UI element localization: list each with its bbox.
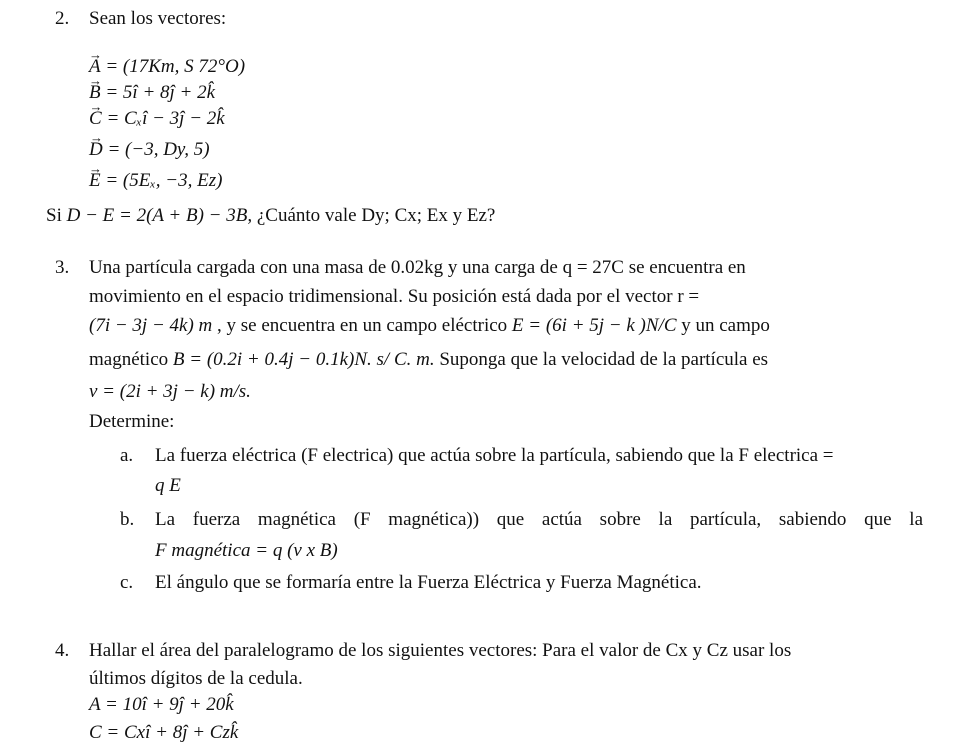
vector-d-definition: → D = (−3, Dy, 5) [89, 139, 210, 161]
item-c-label: c. [120, 572, 134, 593]
vector-c-symbol: → C [89, 108, 102, 130]
vector-e-definition: → E = (5Eₓ, −3, Ez) [89, 170, 222, 192]
item-a-line-2: q E [155, 475, 181, 496]
problem-4-vector-a: A = 10î + 9ĵ + 20k̂ [89, 694, 234, 715]
problem-2-intro: Sean los vectores: [89, 8, 227, 29]
item-a-line-1: La fuerza eléctrica (F electrica) que actúa sobre la partícula, sabiendo que la F electrica = [155, 445, 834, 466]
problem-4-number: 4. [55, 640, 70, 661]
item-a-label: a. [120, 445, 134, 466]
problem-2-number: 2. [55, 8, 70, 29]
item-b-line-1: La fuerza magnética (F magnética)) que actúa sobre la partícula, sabiendo que la [155, 509, 923, 530]
problem-4-line-1: Hallar el área del paralelogramo de los siguientes vectores: Para el valor de Cx y Cz usar los [89, 640, 792, 661]
problem-3-line-5: v = (2i + 3j − k) m/s. [89, 381, 251, 402]
problem-3-line-4: magnético B = (0.2i + 0.4j − 0.1k)N. s/ C. m. Suponga que la velocidad de la partícula es [89, 349, 769, 370]
problem-4-vector-c: C = Cxî + 8ĵ + Czk̂ [89, 722, 239, 743]
problem-3-line-1: Una partícula cargada con una masa de 0.02kg y una carga de q = 27C se encuentra en [89, 257, 746, 278]
problem-3-number: 3. [55, 257, 70, 278]
vector-b-definition: → B = 5î + 8ĵ + 2k̂ [89, 82, 215, 104]
vector-e-symbol: → E [89, 170, 101, 192]
problem-3-line-2: movimiento en el espacio tridimensional. Su posición está dada por el vector r = [89, 286, 700, 307]
vector-a-symbol: → A [89, 56, 101, 78]
problem-2-condition: Si D − E = 2(A + B) − 3B, ¿Cuánto vale Dy; Cx; Ex y Ez? [46, 205, 496, 226]
vector-d-symbol: → D [89, 139, 103, 161]
vector-a-definition: → A = (17Km, S 72°O) [89, 56, 245, 78]
item-c-line: El ángulo que se formaría entre la Fuerza Eléctrica y Fuerza Magnética. [155, 572, 702, 593]
item-b-line-2: F magnética = q (v x B) [155, 540, 338, 561]
problem-3-determine: Determine: [89, 411, 175, 432]
problem-4-line-2: últimos dígitos de la cedula. [89, 668, 303, 689]
vector-c-definition: → C = Cₓî − 3ĵ − 2k̂ [89, 108, 225, 130]
vector-b-symbol: → B [89, 82, 101, 104]
problem-3-line-3: (7i − 3j − 4k) m , y se encuentra en un campo eléctrico E = (6i + 5j − k )N/C y un campo [89, 315, 770, 336]
item-b-label: b. [120, 509, 135, 530]
